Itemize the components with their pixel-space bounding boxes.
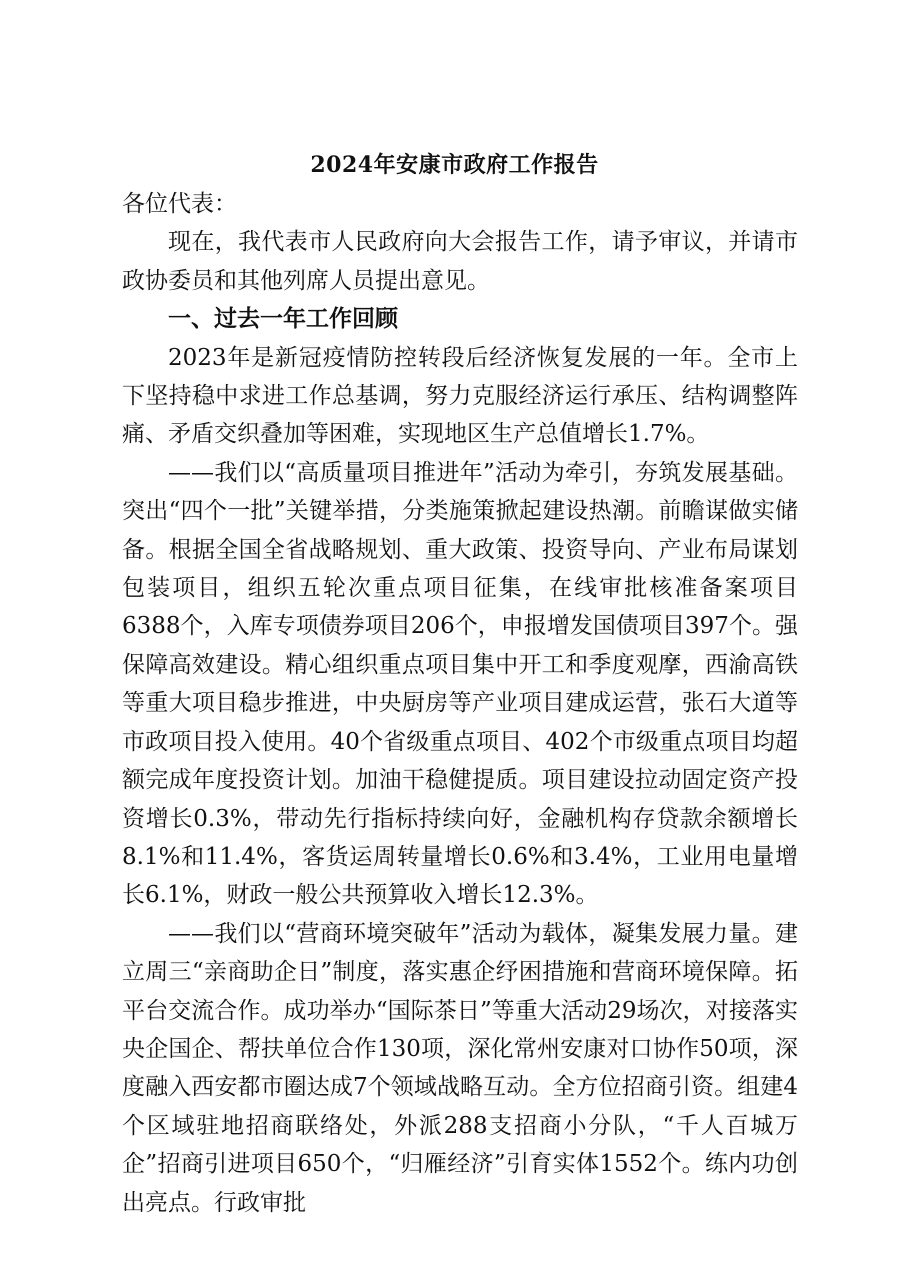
section-heading: 一、过去一年工作回顾 bbox=[168, 306, 398, 333]
document-title: 2024年安康市政府工作报告 bbox=[310, 152, 599, 178]
opening-paragraph: 现在，我代表市人民政府向大会报告工作，请予审议，并请市政协委员和其他列席人员提出意见。 bbox=[122, 229, 798, 294]
document-body bbox=[122, 185, 798, 1222]
review-paragraph: 2023年是新冠疫情防控转段后经济恢复发展的一年。全市上下坚持稳中求进工作总基调，努力克服经济运行承压、结构调整阵痛、矛盾交织叠加等困难，实现地区生产总值增长1.7%。 bbox=[122, 344, 798, 448]
business-paragraph: ——我们以“营商环境突破年”活动为载体，凝集发展力量。建立周三“亲商助企日”制度，落实惠企纾困措施和营商环境保障。拓平台交流合作。成功举办“国际茶日”等重大活动29场次，对接落实央企国企、帮扶单位合作130项，深化常州安康对口协作50项，深度融入西安都市圈达成7个领域战略互动。全方位招商引资。组建4个区域驻地招商联络处，外派288支招商小分队，“千人百城万企”招商引进项目650个，“归雁经济”引育实体1552个。练内功创出亮点。行政审批 bbox=[122, 920, 798, 1216]
salutation: 各位代表： bbox=[122, 191, 237, 217]
project-paragraph: ——我们以“高质量项目推进年”活动为牵引，夯筑发展基础。突出“四个一批”关键举措，分类施策掀起建设热潮。前瞻谋做实储备。根据全国全省战略规划、重大政策、投资导向、产业布局谋划包装项目，组织五轮次重点项目征集，在线审批核准备案项目6388个，入库专项债券项目206个，申报增发国债项目397个。强保障高效建设。精心组织重点项目集中开工和季度观摩，西渝高铁等重大项目稳步推进，中央厨房等产业项目建成运营，张石大道等市政项目投入使用。40个省级重点项目、402个市级重点项目均超额完成年度投资计划。加油干稳健提质。项目建设拉动固定资产投资增长0.3%，带动先行指标持续向好，金融机构存贷款余额增长8.1%和11.4%，客货运周转量增长0.6%和3.4%，工业用电量增长6.1%，财政一般公共预算收入增长12.3%。 bbox=[122, 459, 798, 909]
